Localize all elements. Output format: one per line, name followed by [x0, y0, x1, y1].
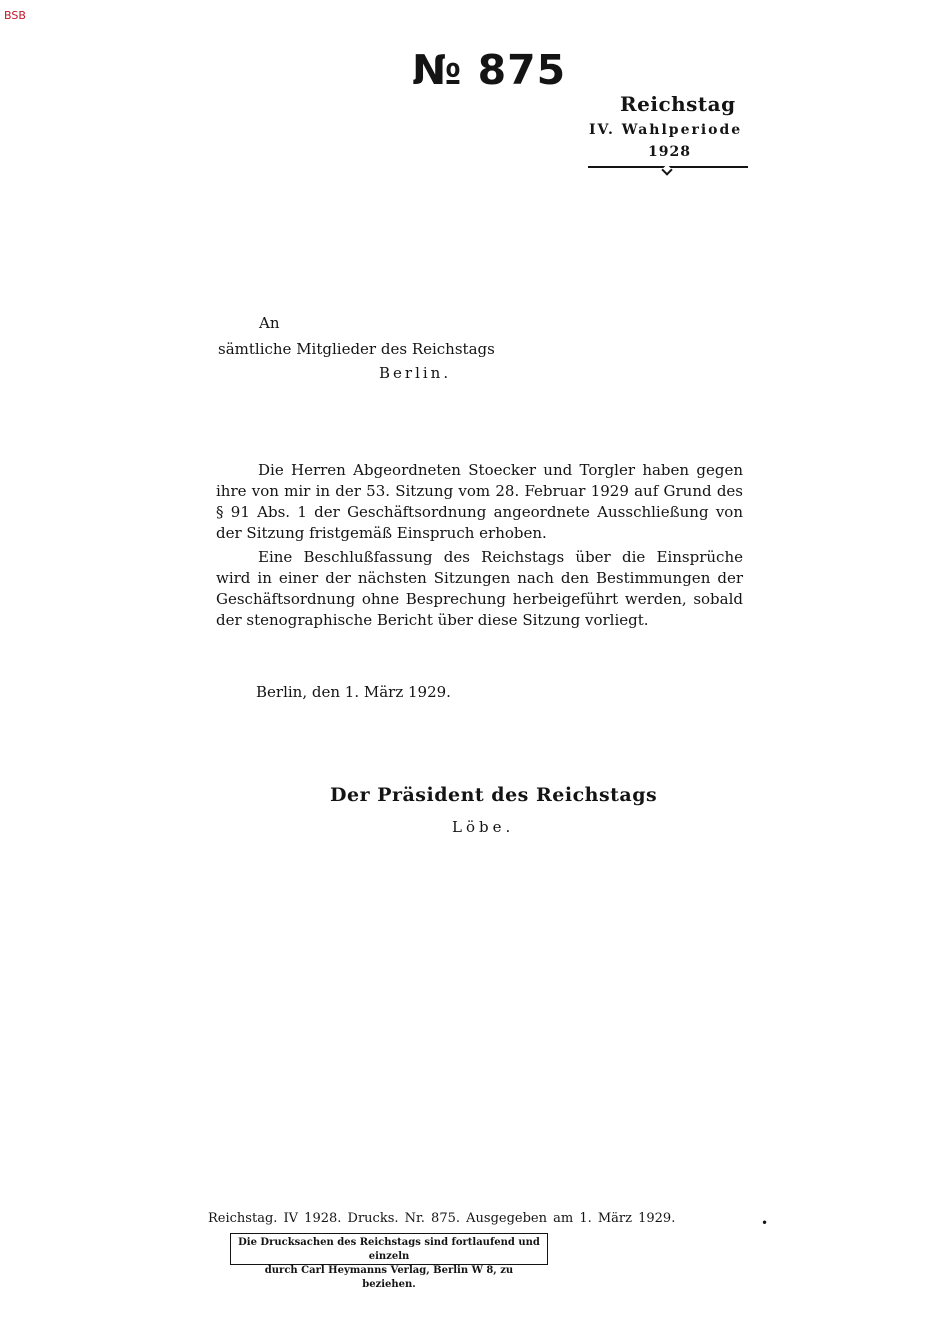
body-paragraph-2: Eine Beschlußfassung des Reichstags über die Einsprüche wird in einer der nächsten Sitzungen nach den Bestimmungen der Geschäftsordnung ohne Besprechung herbeigeführt werden, sobald der stenographische Bericht über diese Sitzung vorliegt. [216, 548, 743, 629]
body-paragraph-1: Die Herren Abgeordneten Stoecker und Torgler haben gegen ihre von mir in der 53. Sitzung vom 28. Februar 1929 auf Grund des § 91 Abs. 1 der Geschäftsordnung angeordnete Ausschließung von der Sitzung fristgemäß Einspruch erhoben. [216, 461, 743, 542]
footer-dot: • [761, 1216, 769, 1230]
library-watermark: BSB [4, 9, 26, 22]
footer-imprint: Reichstag. IV 1928. Drucks. Nr. 875. Ausgegeben am 1. März 1929. [208, 1211, 676, 1226]
footer-publisher-box [230, 1233, 548, 1290]
legislative-year: 1928 [648, 144, 691, 160]
address-salutation: An [259, 314, 280, 332]
address-recipients: sämtliche Mitglieder des Reichstags [218, 340, 495, 358]
institution-title: Reichstag [620, 92, 736, 116]
signature-name: Löbe. [452, 818, 515, 836]
body-text [216, 460, 743, 634]
publisher-line-2: durch Carl Heymanns Verlag, Berlin W 8, zu beziehen. [264, 1265, 514, 1290]
signature-title: Der Präsident des Reichstags [330, 784, 658, 806]
legislative-period: IV. Wahlperiode [589, 122, 743, 138]
address-city: Berlin. [379, 364, 452, 382]
publisher-line-1: Die Drucksachen des Reichstags sind fortlaufend und einzeln [238, 1237, 540, 1262]
date-line: Berlin, den 1. März 1929. [256, 683, 451, 701]
document-number: № 875 [412, 46, 567, 94]
